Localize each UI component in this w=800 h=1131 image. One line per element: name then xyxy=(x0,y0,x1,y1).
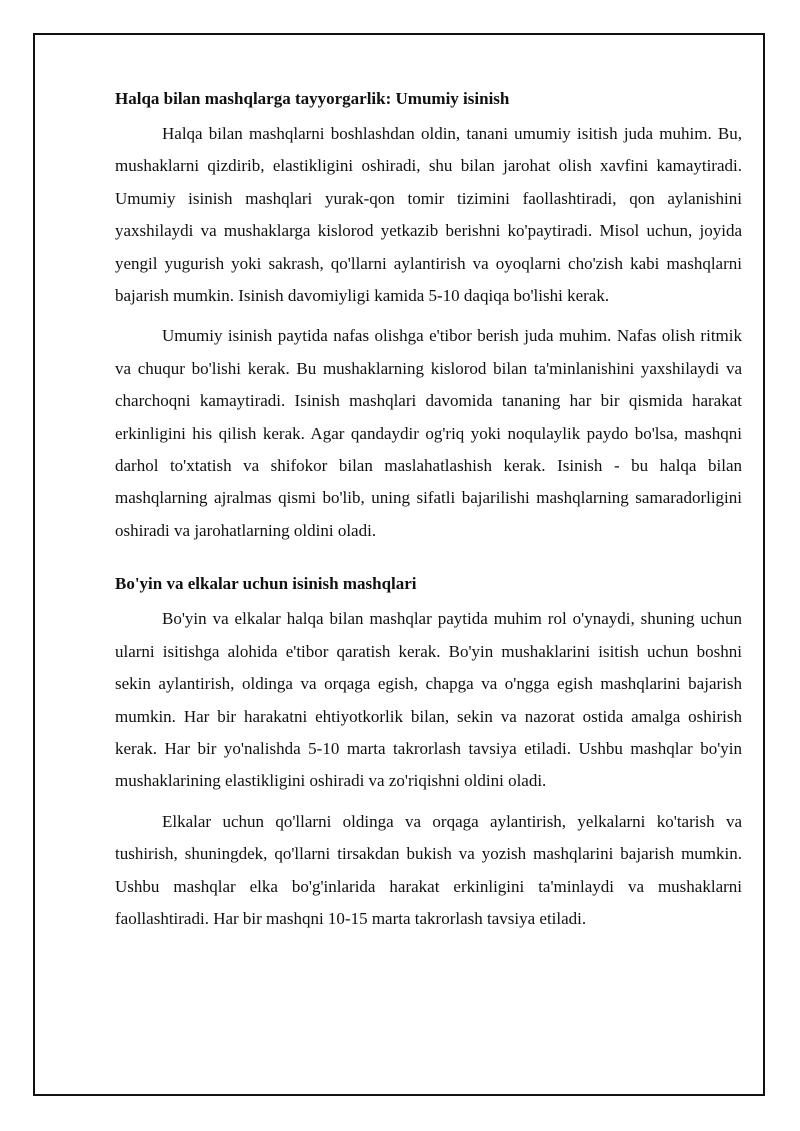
paragraph: Bo'yin va elkalar halqa bilan mashqlar paytida muhim rol o'ynaydi, shuning uchun ularni isitishga alohida e'tibor qaratish kerak. Bo'yin mushaklarini isitish uchun boshni sekin aylantirish, oldinga va orqaga egish, chapga va o'ngga egish mashqlarini bajarish mumkin. Har bir harakatni ehtiyotkorlik bilan, sekin va nazorat ostida amalga oshirish kerak. Har bir yo'nalishda 5-10 marta takrorlash tavsiya etiladi. Ushbu mashqlar bo'yin mushaklarining elastikligini oshiradi va zo'riqishni oldini oladi. xyxy=(115,609,742,791)
paragraph: Umumiy isinish paytida nafas olishga e'tibor berish juda muhim. Nafas olish ritmik va chuqur bo'lishi kerak. Bu mushaklarning kislorod bilan ta'minlanishini yaxshilaydi va charchoqni kamaytiradi. Isinish mashqlari davomida tananing har bir qismida harakat erkinligini his qilish kerak. Agar qandaydir og'riq yoki noqulaylik paydo bo'lsa, mashqni darhol to'xtatish va shifokor bilan maslahatlashish kerak. Isinish - bu halqa bilan mashqlarning ajralmas qismi bo'lib, uning sifatli bajarilishi mashqlarning samaradorligini oshiradi va jarohatlarning oldini oladi. xyxy=(115,326,742,540)
section-heading: Halqa bilan mashqlarga tayyorgarlik: Umumiy isinish xyxy=(115,89,510,108)
section-heading: Bo'yin va elkalar uchun isinish mashqlari xyxy=(115,574,417,594)
section-general-warmup xyxy=(115,86,742,547)
paragraph: Halqa bilan mashqlarni boshlashdan oldin, tanani umumiy isitish juda muhim. Bu, mushaklarni qizdirib, elastikligini oshiradi, shu bilan jarohat olish xavfini kamaytiradi. Umumiy isinish mashqlari yurak-qon tomir tizimini faollashtiradi, qon aylanishini yaxshilaydi va mushaklarga kislorod yetkazib berishni ko'paytiradi. Misol uchun, joyida yengil yugurish yoki sakrash, qo'llarni aylantirish va oyoqlarni cho'zish kabi mashqlarni bajarish mumkin. Isinish davomiyligi kamida 5-10 daqiqa bo'lishi kerak. xyxy=(115,124,742,306)
paragraph: Elkalar uchun qo'llarni oldinga va orqaga aylantirish, yelkalarni ko'tarish va tushirish, shuningdek, qo'llarni tirsakdan bukish va yozish mashqlarini bajarish mumkin. Ushbu mashqlar elka bo'g'inlarida harakat erkinligini ta'minlaydi va mushaklarni faollashtiradi. Har bir mashqni 10-15 marta takrorlash tavsiya etiladi. xyxy=(115,811,742,928)
section-neck-shoulder-warmup xyxy=(115,571,742,935)
document-body xyxy=(115,86,742,943)
